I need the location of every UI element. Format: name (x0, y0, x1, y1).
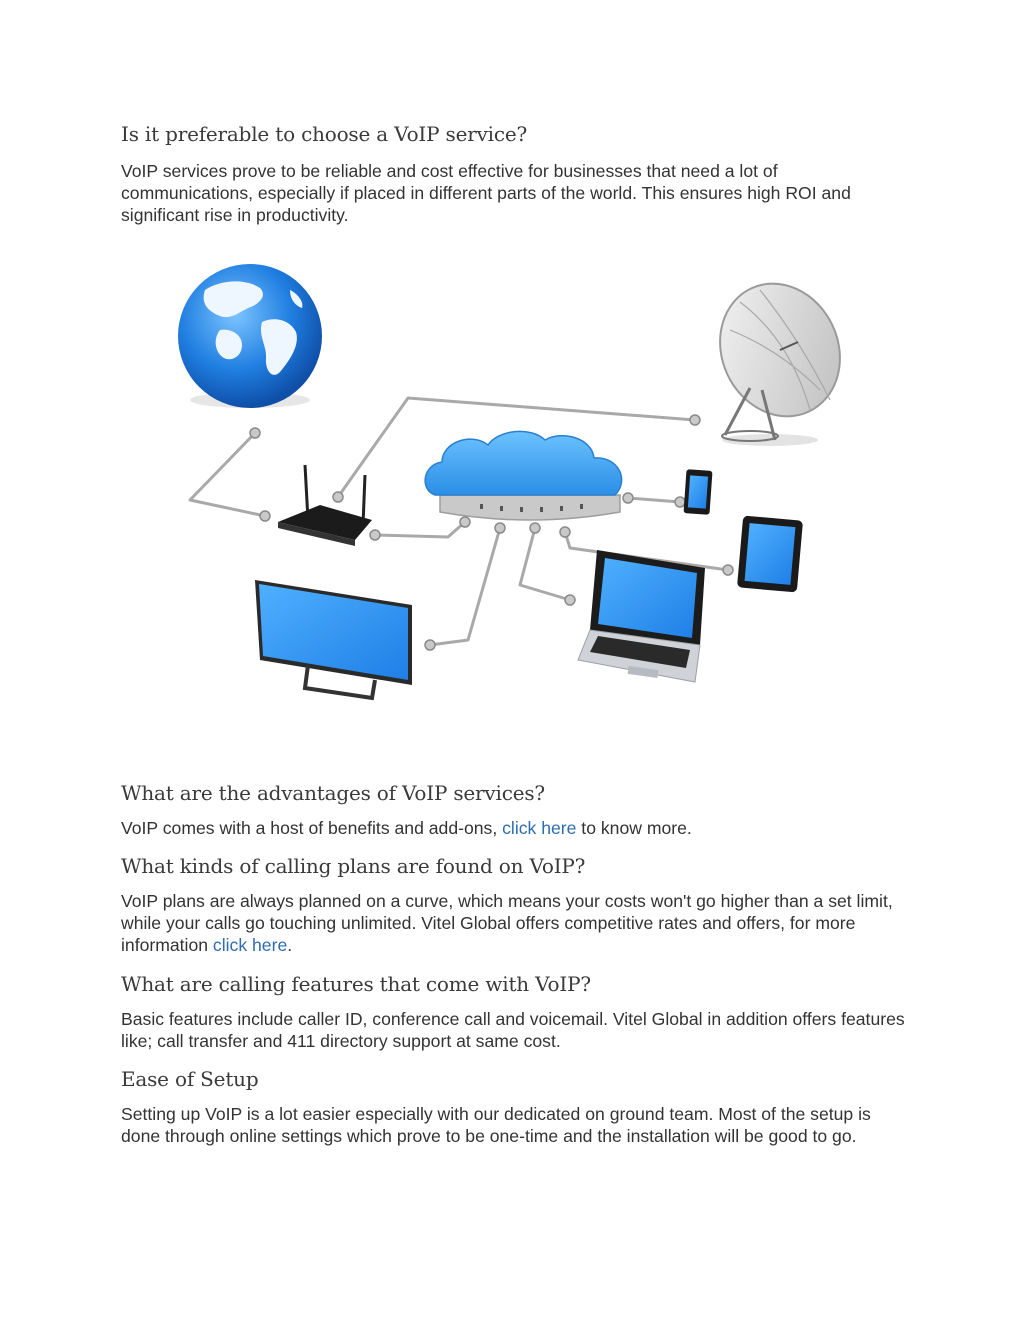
heading-calling-plans: What kinds of calling plans are found on VoIP? (121, 854, 586, 878)
globe-icon (178, 264, 322, 408)
tablet-icon (737, 516, 803, 593)
heading-choose-voip: Is it preferable to choose a VoIP service? (121, 122, 528, 146)
paragraph-calling-plans (121, 890, 911, 956)
voip-network-illustration (150, 250, 880, 720)
smartphone-icon (683, 469, 712, 515)
paragraph-ease-of-setup: Setting up VoIP is a lot easier especially with our dedicated on ground team. Most of the setup is done through online settings which prove to be one-time and the installation will be good to go. (121, 1104, 871, 1146)
paragraph-advantages (121, 817, 911, 839)
cloud-icon (425, 431, 621, 520)
paragraph-choose-voip: VoIP services prove to be reliable and cost effective for businesses that need a lot of communications, especially if placed in different parts of the world. This ensures high ROI and significant rise in productivity. (121, 161, 851, 225)
paragraph-calling-features: Basic features include caller ID, conference call and voicemail. Vitel Global in addition offers features like; call transfer and 411 directory support at same cost. (121, 1009, 905, 1051)
advantages-text-end: to know more. (576, 818, 692, 838)
satellite-dish-icon (699, 264, 862, 446)
advantages-text: VoIP comes with a host of benefits and add-ons, (121, 818, 503, 838)
heading-ease-of-setup: Ease of Setup (121, 1067, 259, 1091)
calling-plans-click-here-link[interactable]: click here (212, 935, 288, 955)
router-icon (278, 465, 372, 546)
monitor-icon (255, 580, 412, 698)
calling-plans-text-end: . (287, 935, 293, 955)
advantages-click-here-link[interactable]: click here (502, 818, 577, 838)
heading-calling-features: What are calling features that come with VoIP? (121, 972, 591, 996)
heading-advantages: What are the advantages of VoIP services? (121, 781, 545, 805)
laptop-icon (578, 550, 705, 682)
calling-plans-text: VoIP plans are always planned on a curve, which means your costs won't go higher than a set limit, while your calls go touching unlimited. Vitel Global offers competitive rates and offers, for more information (121, 891, 893, 955)
